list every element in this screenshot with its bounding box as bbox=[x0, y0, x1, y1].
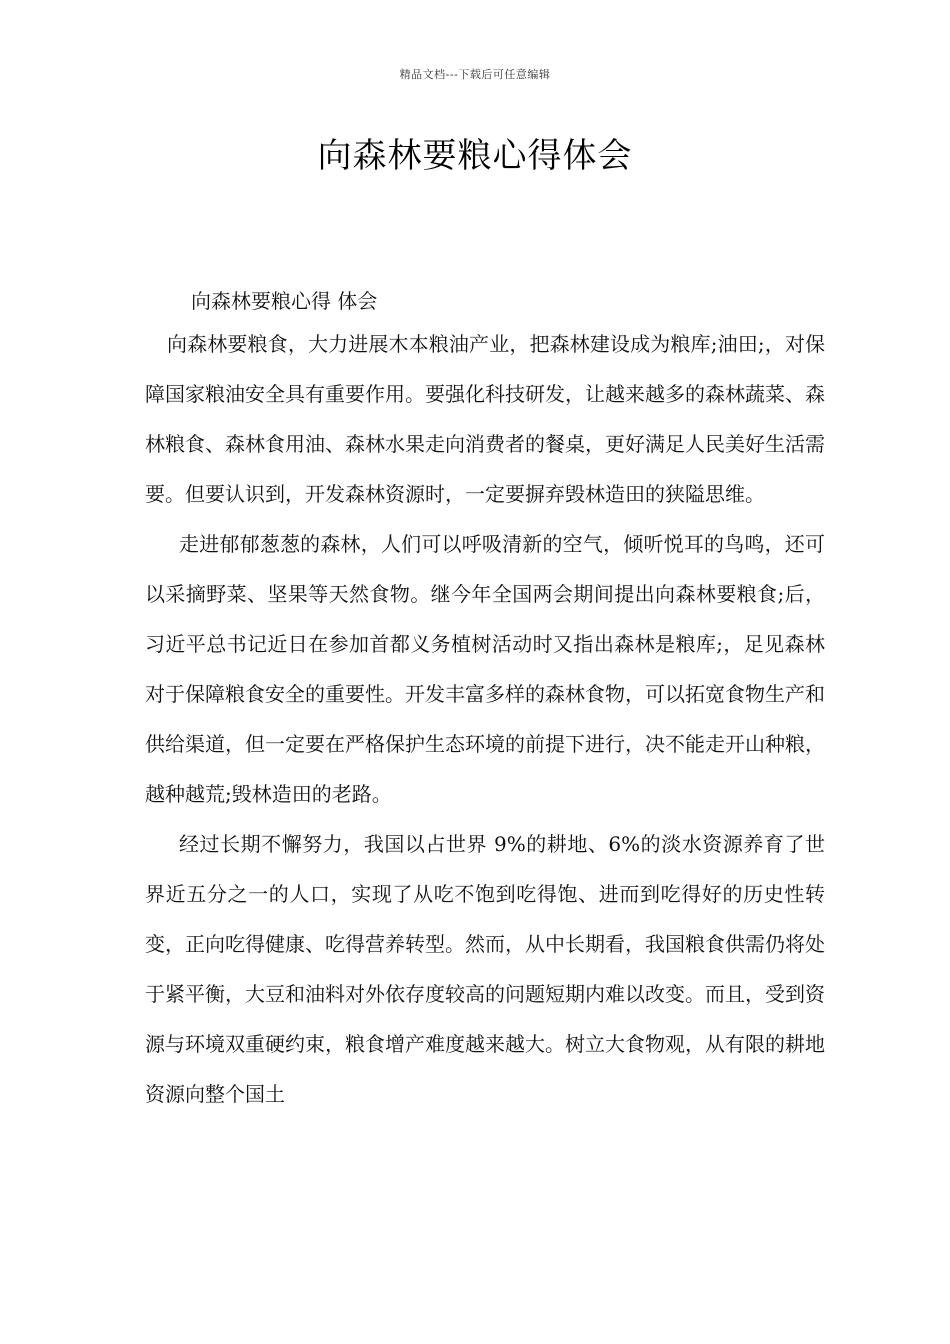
paragraph-3: 经过长期不懈努力，我国以占世界 9%的耕地、6%的淡水资源养育了世界近五分之一的人口，实现了从吃不饱到吃得饱、进而到吃得好的历史性转变，正向吃得健康、吃得营养转型。然而，从中长期看，我国粮食供需仍将处于紧平衡，大豆和油料对外依存度较高的问题短期内难以改变。而且，受到资源与环境双重硬约束，粮食增产难度越来越大。树立大食物观，从有限的耕地资源向整个国土 bbox=[145, 832, 825, 1106]
document-subtitle: 向森林要粮心得 体会 bbox=[191, 289, 378, 313]
paragraph-2: 走进郁郁葱葱的森林，人们可以呼吸清新的空气，倾听悦耳的鸟鸣，还可以采摘野菜、坚果等天然食物。继今年全国两会期间提出向森林要粮食;后，习近平总书记近日在参加首都义务植树活动时又指出森林是粮库;，足见森林对于保障粮食安全的重要性。开发丰富多样的森林食物，可以拓宽食物生产和供给渠道，但一定要在严格保护生态环境的前提下进行，决不能走开山种粮，越种越荒;毁林造田的老路。 bbox=[145, 532, 825, 806]
header-note: 精品文档---下载后可任意编辑 bbox=[399, 68, 551, 81]
paragraph-1: 向森林要粮食，大力进展木本粮油产业，把森林建设成为粮库;油田;，对保障国家粮油安全具有重要作用。要强化科技研发，让越来越多的森林蔬菜、森林粮食、森林食用油、森林水果走向消费者的餐桌，更好满足人民美好生活需要。但要认识到，开发森林资源时，一定要摒弃毁林造田的狭隘思维。 bbox=[145, 332, 825, 506]
document-title: 向森林要粮心得体会 bbox=[317, 136, 633, 176]
document-body bbox=[145, 283, 825, 1119]
